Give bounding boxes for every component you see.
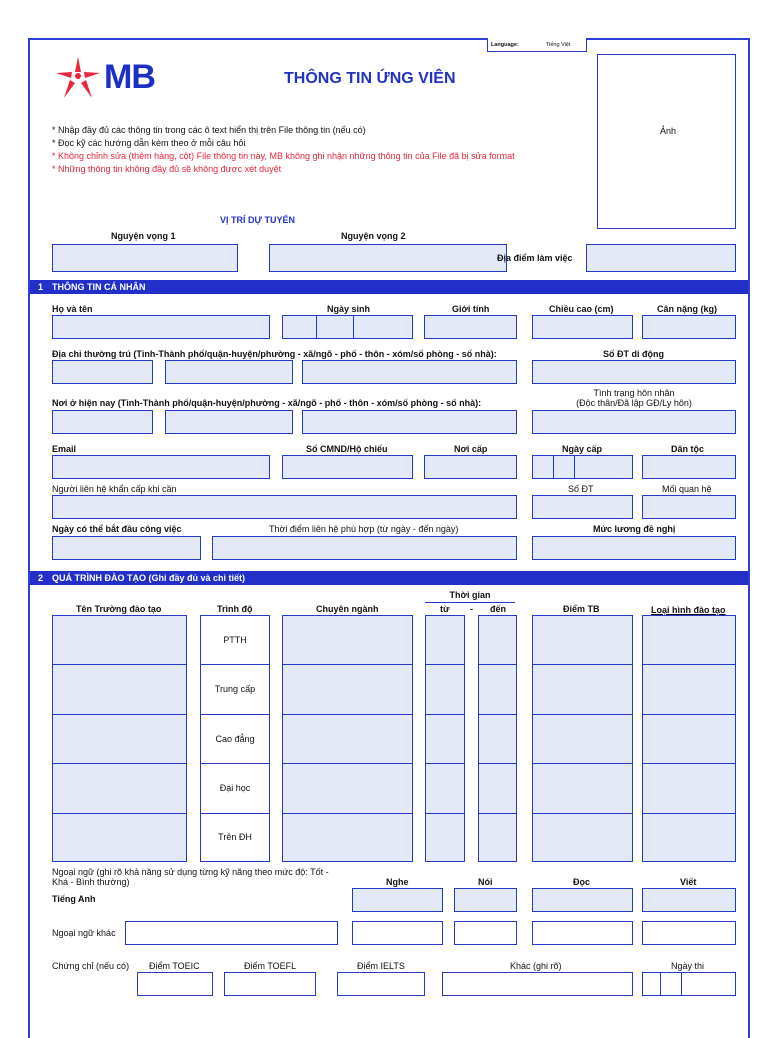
test-date-field[interactable]	[642, 972, 736, 996]
permanent-address-field-3[interactable]	[302, 360, 517, 384]
english-listening-field[interactable]	[352, 888, 443, 912]
education-row-divider	[200, 714, 270, 715]
permanent-address-field-1[interactable]	[52, 360, 153, 384]
education-level-label: Đại học	[219, 783, 251, 793]
choice-1-label: Nguyện vọng 1	[111, 231, 176, 241]
education-row-divider	[532, 813, 633, 814]
time-header: Thời gian	[449, 590, 491, 600]
note-1: * Nhập đầy đủ các thông tin trong các ô text hiển thị trên File thông tin (nếu có)	[52, 125, 366, 135]
english-writing-field[interactable]	[642, 888, 736, 912]
to-column[interactable]	[478, 615, 517, 862]
listening-header: Nghe	[386, 877, 409, 887]
education-row-divider	[200, 763, 270, 764]
education-row-divider	[642, 714, 736, 715]
education-row-divider	[642, 763, 736, 764]
contact-time-field[interactable]	[212, 536, 517, 560]
school-column[interactable]	[52, 615, 187, 862]
location-label: Địa điểm làm việc	[497, 253, 573, 263]
education-row-divider	[52, 714, 187, 715]
emergency-phone-field[interactable]	[532, 495, 633, 519]
from-column[interactable]	[425, 615, 465, 862]
level-header: Trình độ	[217, 604, 253, 614]
full-name-label: Họ và tên	[52, 304, 93, 314]
choice-2-field[interactable]	[269, 244, 507, 272]
relationship-field[interactable]	[642, 495, 736, 519]
page-title: THÔNG TIN ỨNG VIÊN	[284, 70, 456, 87]
email-field[interactable]	[52, 455, 270, 479]
height-label: Chiều cao (cm)	[549, 304, 614, 314]
dash-header: -	[470, 604, 473, 614]
education-row-divider	[52, 763, 187, 764]
gpa-column[interactable]	[532, 615, 633, 862]
dob-field[interactable]	[282, 315, 413, 339]
type-column[interactable]	[642, 615, 736, 862]
issue-date-divider-1	[553, 455, 554, 479]
education-row-divider	[425, 714, 465, 715]
major-header: Chuyên ngành	[316, 604, 379, 614]
other-language-label: Ngoại ngữ khác	[52, 928, 116, 938]
permanent-address-label: Địa chỉ thường trú (Tỉnh-Thành phố/quận-huyện/phường - xã/ngõ - phố - thôn - xóm/số phòng - số nhà):	[52, 349, 497, 359]
ethnicity-field[interactable]	[642, 455, 736, 479]
education-row-divider	[52, 664, 187, 665]
current-address-field-2[interactable]	[165, 410, 293, 434]
education-level-label: PTTH	[223, 635, 247, 645]
photo-label: Ảnh	[660, 126, 677, 136]
education-row-divider	[642, 813, 736, 814]
education-row-divider	[200, 664, 270, 665]
mb-star-logo-icon	[54, 55, 102, 100]
start-date-label: Ngày có thể bắt đầu công việc	[52, 524, 182, 534]
education-row-divider	[282, 714, 413, 715]
education-row-divider	[282, 763, 413, 764]
choice-2-label: Nguyện vọng 2	[341, 231, 406, 241]
note-red-1: * Không chỉnh sửa (thêm hàng, cột) File thông tin này, MB không ghi nhận những thông tin của File đã bị sửa format	[52, 151, 515, 161]
current-address-field-3[interactable]	[302, 410, 517, 434]
other-writing-field[interactable]	[642, 921, 736, 945]
english-speaking-field[interactable]	[454, 888, 517, 912]
email-label: Email	[52, 444, 77, 454]
issue-place-field[interactable]	[424, 455, 517, 479]
major-column[interactable]	[282, 615, 413, 862]
education-row-divider	[478, 664, 517, 665]
gender-field[interactable]	[424, 315, 517, 339]
test-date-divider-2	[681, 972, 682, 996]
issue-date-label: Ngày cấp	[562, 444, 603, 454]
other-cert-label: Khác (ghi rõ)	[510, 961, 562, 971]
expected-salary-field[interactable]	[532, 536, 736, 560]
education-row-divider	[532, 763, 633, 764]
gpa-header: Điểm TB	[563, 604, 600, 614]
dob-divider-1	[316, 315, 317, 339]
permanent-address-field-2[interactable]	[165, 360, 293, 384]
section-2-bar	[30, 571, 748, 585]
current-address-label: Nơi ở hiện nay (Tỉnh-Thành phố/quận-huyện/phường - xã/ngõ - phố - thôn - xóm/số phòng - số nhà):	[52, 398, 482, 408]
emergency-contact-field[interactable]	[52, 495, 517, 519]
other-reading-field[interactable]	[532, 921, 633, 945]
language-selector[interactable]	[487, 38, 587, 52]
from-header: từ	[440, 604, 450, 614]
note-red-2: * Những thông tin không đầy đủ sẽ không được xét duyệt	[52, 164, 282, 174]
mobile-label: Số ĐT di động	[603, 349, 664, 359]
education-row-divider	[478, 714, 517, 715]
education-row-divider	[425, 763, 465, 764]
education-row-divider	[282, 813, 413, 814]
education-level-label: Cao đẳng	[215, 734, 255, 744]
toefl-field[interactable]	[224, 972, 316, 996]
mobile-field[interactable]	[532, 360, 736, 384]
toefl-label: Điểm TOEFL	[244, 961, 297, 971]
note-2: * Đọc kỹ các hướng dẫn kèm theo ở mỗi câu hỏi	[52, 138, 246, 148]
reading-header: Đọc	[573, 877, 591, 887]
dob-divider-2	[353, 315, 354, 339]
location-field[interactable]	[586, 244, 736, 272]
photo-box[interactable]	[597, 54, 736, 229]
education-row-divider	[200, 813, 270, 814]
marital-label-1: Tình trạng hôn nhân	[593, 388, 675, 398]
section-1-bar	[30, 280, 748, 294]
full-name-field[interactable]	[52, 315, 270, 339]
id-number-field[interactable]	[282, 455, 413, 479]
education-row-divider	[532, 714, 633, 715]
language-note-2: Khá - Bình thường)	[52, 877, 130, 887]
start-date-field[interactable]	[52, 536, 201, 560]
issue-place-label: Nơi cấp	[454, 444, 488, 454]
education-row-divider	[52, 813, 187, 814]
test-date-divider-1	[660, 972, 661, 996]
weight-label: Cân nặng (kg)	[657, 304, 717, 314]
english-label: Tiếng Anh	[52, 894, 96, 904]
section-2-number: 2	[38, 573, 44, 583]
relationship-label: Mối quan hệ	[662, 484, 712, 494]
english-reading-field[interactable]	[532, 888, 633, 912]
language-note-1: Ngoại ngữ (ghi rõ khả năng sử dụng từng kỹ năng theo mức độ: Tốt -	[52, 867, 329, 877]
other-speaking-field[interactable]	[454, 921, 517, 945]
section-1-title: THÔNG TIN CÁ NHÂN	[52, 282, 146, 292]
height-field[interactable]	[532, 315, 633, 339]
test-date-label: Ngày thi	[671, 961, 705, 971]
toeic-label: Điểm TOEIC	[149, 961, 200, 971]
ethnicity-label: Dân tộc	[671, 444, 705, 454]
education-level-label: Trung cấp	[214, 684, 256, 694]
certificates-label: Chứng chỉ (nếu có)	[52, 961, 130, 971]
section-1-number: 1	[38, 282, 44, 292]
marital-label-2: (Độc thân/Đã lập GĐ/Ly hôn)	[576, 398, 692, 408]
section-2-title: QUÁ TRÌNH ĐÀO TẠO (Ghi đầy đủ và chi tiết)	[52, 573, 246, 583]
time-header-underline	[425, 602, 515, 603]
contact-time-label: Thời điểm liên hệ phù hợp (từ ngày - đến ngày)	[269, 524, 459, 534]
issue-date-divider-2	[574, 455, 575, 479]
ielts-label: Điểm IELTS	[357, 961, 405, 971]
ielts-field[interactable]	[337, 972, 425, 996]
school-header: Tên Trường đào tạo	[76, 604, 162, 614]
dob-label: Ngày sinh	[327, 304, 371, 314]
education-row-divider	[425, 813, 465, 814]
education-row-divider	[478, 813, 517, 814]
emergency-contact-label: Người liên hệ khẩn cấp khi cần	[52, 484, 177, 494]
other-language-name-field[interactable]	[125, 921, 338, 945]
type-header: Loại hình đào tạo	[651, 605, 726, 615]
education-row-divider	[282, 664, 413, 665]
expected-salary-label: Mức lương đề nghị	[593, 524, 676, 534]
to-header: đến	[490, 604, 507, 614]
education-row-divider	[478, 763, 517, 764]
education-row-divider	[642, 664, 736, 665]
marital-status-field[interactable]	[532, 410, 736, 434]
logo-text: MB	[104, 58, 155, 96]
writing-header: Viết	[680, 877, 697, 887]
language-value[interactable]: Tiếng Việt	[546, 42, 571, 48]
mb-logo	[54, 55, 169, 100]
education-row-divider	[425, 664, 465, 665]
current-address-field-1[interactable]	[52, 410, 153, 434]
choice-1-field[interactable]	[52, 244, 238, 272]
speaking-header: Nói	[478, 877, 493, 887]
other-cert-field[interactable]	[442, 972, 633, 996]
education-row-divider	[532, 664, 633, 665]
gender-label: Giới tính	[452, 304, 490, 314]
issue-date-field[interactable]	[532, 455, 633, 479]
weight-field[interactable]	[642, 315, 736, 339]
language-label: Language:	[491, 42, 519, 48]
phone-label: Số ĐT	[568, 484, 594, 494]
education-level-label: Trên ĐH	[218, 832, 252, 842]
other-listening-field[interactable]	[352, 921, 443, 945]
position-heading: VỊ TRÍ DỰ TUYỂN	[220, 215, 295, 225]
id-number-label: Số CMND/Hộ chiếu	[306, 444, 388, 454]
toeic-field[interactable]	[137, 972, 213, 996]
